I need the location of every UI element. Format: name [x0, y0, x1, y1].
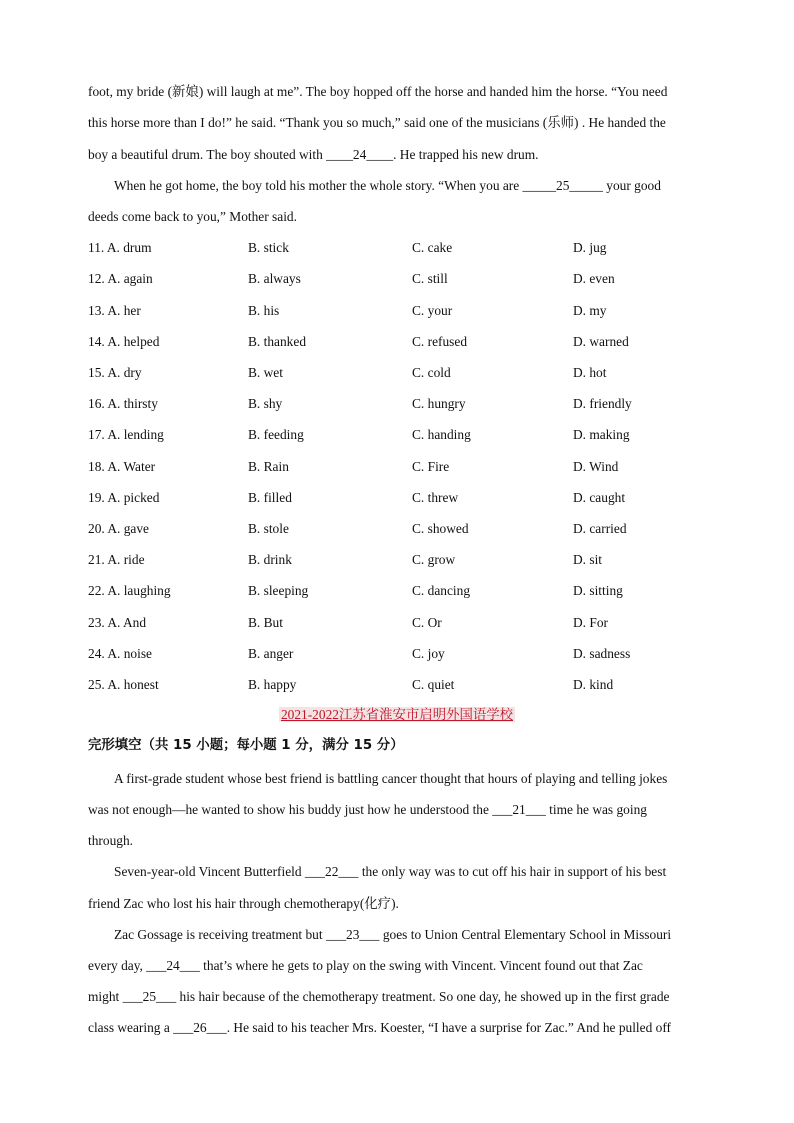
option-c: C. cold — [412, 365, 451, 380]
question-options — [88, 427, 708, 443]
option-a: 11. A. drum — [88, 240, 152, 255]
question-options — [88, 365, 708, 381]
question-options — [88, 396, 708, 412]
option-d: D. friendly — [573, 396, 632, 411]
passage2-line: might ___25___ his hair because of the chemotherapy treatment. So one day, he showed up in the first grade — [88, 989, 670, 1004]
option-c: C. Or — [412, 615, 442, 630]
option-d: D. hot — [573, 365, 607, 380]
option-a: 12. A. again — [88, 271, 153, 286]
option-c: C. joy — [412, 646, 445, 661]
option-d: D. For — [573, 615, 608, 630]
option-d: D. sit — [573, 552, 603, 567]
option-c: C. handing — [412, 427, 471, 442]
option-b: B. his — [248, 303, 280, 318]
source-header — [0, 707, 794, 723]
passage1-line: When he got home, the boy told his mother the whole story. “When you are _____25_____ your good — [114, 178, 661, 193]
passage2-line: every day, ___24___ that’s where he gets to play on the swing with Vincent. Vincent found out that Zac — [88, 958, 643, 973]
option-d: D. my — [573, 303, 607, 318]
option-a: 15. A. dry — [88, 365, 142, 380]
question-options — [88, 334, 708, 350]
question-options — [88, 677, 708, 693]
option-d: D. carried — [573, 521, 627, 536]
option-b: B. anger — [248, 646, 294, 661]
passage2-line: Seven-year-old Vincent Butterfield ___22___ the only way was to cut off his hair in support of his best — [114, 864, 667, 879]
option-a: 18. A. Water — [88, 459, 156, 474]
option-b: B. wet — [248, 365, 283, 380]
option-b: B. always — [248, 271, 301, 286]
option-b: B. But — [248, 615, 283, 630]
question-options — [88, 583, 708, 599]
section-title: 完形填空（共 15 小题；每小题 1 分，满分 15 分） — [88, 738, 404, 753]
passage1-line: this horse more than I do!” he said. “Thank you so much,” said one of the musicians (乐师) . He handed the — [88, 115, 666, 130]
option-b: B. happy — [248, 677, 297, 692]
option-d: D. caught — [573, 490, 626, 505]
option-c: C. dancing — [412, 583, 471, 598]
question-options — [88, 615, 708, 631]
option-c: C. cake — [412, 240, 453, 255]
option-d: D. even — [573, 271, 615, 286]
option-a: 13. A. her — [88, 303, 141, 318]
option-d: D. Wind — [573, 459, 619, 474]
question-options — [88, 552, 708, 568]
option-b: B. thanked — [248, 334, 307, 349]
option-a: 21. A. ride — [88, 552, 145, 567]
option-d: D. kind — [573, 677, 614, 692]
passage2-line: was not enough—he wanted to show his buddy just how he understood the ___21___ time he was going — [88, 802, 647, 817]
option-a: 17. A. lending — [88, 427, 164, 442]
option-b: B. sleeping — [248, 583, 309, 598]
option-c: C. quiet — [412, 677, 455, 692]
passage2-line: through. — [88, 833, 134, 848]
source-header-text[interactable]: 2021-2022江苏省淮安市启明外国语学校 — [280, 707, 514, 722]
option-a: 24. A. noise — [88, 646, 152, 661]
option-b: B. stick — [248, 240, 289, 255]
question-options — [88, 459, 708, 475]
option-d: D. jug — [573, 240, 607, 255]
passage1-line: boy a beautiful drum. The boy shouted with ____24____. He trapped his new drum. — [88, 147, 539, 162]
question-options — [88, 490, 708, 506]
option-d: D. warned — [573, 334, 629, 349]
option-a: 22. A. laughing — [88, 583, 171, 598]
option-a: 23. A. And — [88, 615, 147, 630]
option-c: C. threw — [412, 490, 459, 505]
option-d: D. sadness — [573, 646, 631, 661]
passage2-line: class wearing a ___26___. He said to his teacher Mrs. Koester, “I have a surprise for Zac.” And he pulled off — [88, 1020, 672, 1035]
question-options — [88, 240, 708, 256]
option-a: 19. A. picked — [88, 490, 160, 505]
option-c: C. refused — [412, 334, 468, 349]
option-b: B. Rain — [248, 459, 289, 474]
question-options — [88, 646, 708, 662]
option-d: D. sitting — [573, 583, 623, 598]
option-c: C. showed — [412, 521, 469, 536]
option-d: D. making — [573, 427, 630, 442]
question-options — [88, 521, 708, 537]
option-a: 25. A. honest — [88, 677, 159, 692]
option-b: B. filled — [248, 490, 292, 505]
option-a: 20. A. gave — [88, 521, 149, 536]
option-c: C. Fire — [412, 459, 450, 474]
question-options — [88, 303, 708, 319]
passage1-line: foot, my bride (新娘) will laugh at me”. The boy hopped off the horse and handed him the horse. “You need — [88, 84, 668, 99]
option-c: C. grow — [412, 552, 456, 567]
option-a: 14. A. helped — [88, 334, 160, 349]
question-options — [88, 271, 708, 287]
passage2-line: A first-grade student whose best friend is battling cancer thought that hours of playing and telling jokes — [114, 771, 668, 786]
option-b: B. drink — [248, 552, 292, 567]
passage2-line: Zac Gossage is receiving treatment but ___23___ goes to Union Central Elementary School in Missouri — [114, 927, 672, 942]
option-b: B. stole — [248, 521, 289, 536]
option-c: C. still — [412, 271, 448, 286]
option-c: C. hungry — [412, 396, 466, 411]
passage2-line: friend Zac who lost his hair through chemotherapy(化疗). — [88, 896, 399, 911]
option-b: B. feeding — [248, 427, 304, 442]
option-b: B. shy — [248, 396, 283, 411]
option-c: C. your — [412, 303, 453, 318]
option-a: 16. A. thirsty — [88, 396, 158, 411]
passage1-line: deeds come back to you,” Mother said. — [88, 209, 297, 224]
